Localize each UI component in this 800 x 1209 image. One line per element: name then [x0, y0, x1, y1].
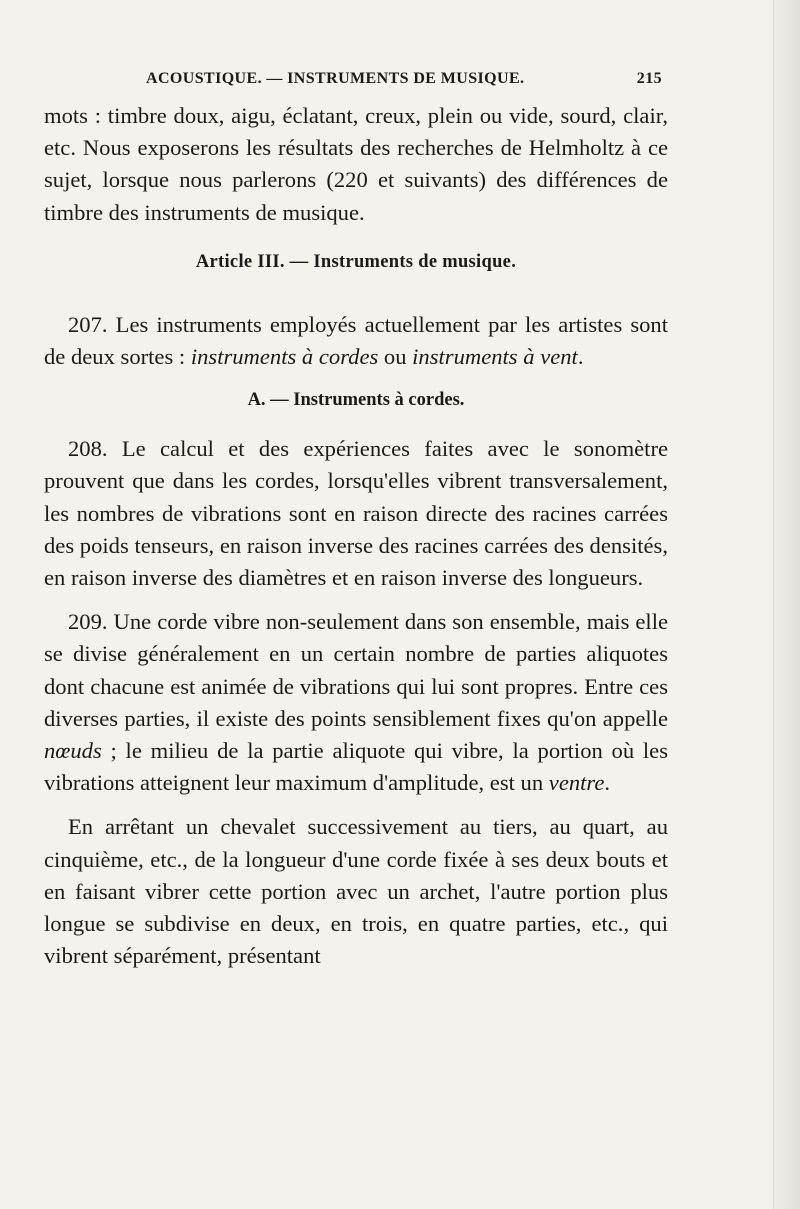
- paragraph-209-text: 209. Une corde vibre non-seulement dans son ensemble, mais elle se divise généralement en un certain nombre de parties aliquotes dont chacune est animée de vibrations qui lui sont propres. Entre ces diverses parties, il existe des points sensiblement fixes qu'on appelle: [44, 609, 668, 731]
- section-heading: A. — Instruments à cordes.: [247, 390, 465, 411]
- term-noeuds: nœuds: [44, 738, 102, 764]
- paragraph-207-connector: ou: [378, 344, 413, 370]
- paragraph-207: [44, 309, 668, 373]
- term-ventre: ventre: [548, 770, 605, 796]
- paragraph-207-end: .: [577, 344, 584, 370]
- paragraph-209-middle: ; le milieu de la partie aliquote qui vibre, la portion où les vibrations atteignent leur maximum d'amplitude, est un: [44, 738, 668, 796]
- book-page: [44, 0, 668, 1209]
- running-head: [44, 70, 668, 94]
- intro-paragraph: mots : timbre doux, aigu, éclatant, creux, plein ou vide, sourd, clair, etc. Nous exposerons les résultats des recherches de Helmholtz à ce sujet, lorsque nous parlerons (220 et suivants) des différences de timbre des instruments de musique.: [44, 103, 668, 225]
- term-string-instruments: instruments à cordes: [190, 344, 379, 370]
- paragraph-final: En arrêtant un chevalet successivement au tiers, au quart, au cinquième, etc., de la longueur d'une corde fixée à ses deux bouts et en faisant vibrer cette portion avec un archet, l'autre portion plus longue se subdivise en deux, en trois, en quatre parties, etc., qui vibrent séparément, présentant: [44, 814, 668, 969]
- body-text: [44, 100, 668, 972]
- term-wind-instruments: instruments à vent: [412, 344, 578, 370]
- paragraph-208: 208. Le calcul et des expériences faites avec le sonomètre prouvent que dans les cordes, lorsqu'elles vibrent transversalement, les nombres de vibrations sont en raison directe des racines carrées des poids tenseurs, en raison inverse des racines carrées des densités, en raison inverse des diamètres et en raison inverse des longueurs.: [44, 436, 668, 591]
- page-number: 215: [636, 70, 662, 87]
- paragraph-207-text: 207. Les instruments employés actuellement par les artistes sont de deux sortes :: [44, 311, 668, 370]
- article-heading: Article III. — Instruments de musique.: [195, 251, 517, 272]
- running-title: ACOUSTIQUE. — INSTRUMENTS DE MUSIQUE.: [146, 70, 525, 87]
- paragraph-209: [44, 606, 668, 799]
- page-edge-shadow: [773, 0, 800, 1209]
- paragraph-209-end: .: [604, 770, 611, 796]
